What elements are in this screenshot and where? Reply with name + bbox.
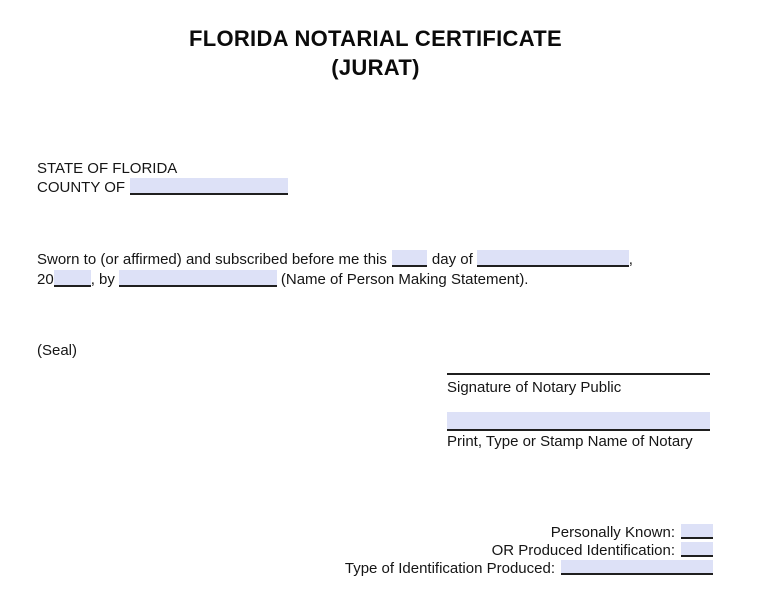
statement-text-by: , by (90, 270, 115, 288)
year-field[interactable] (54, 270, 91, 287)
statement-text-before-day: Sworn to (or affirmed) and subscribed before me this (37, 251, 387, 268)
county-of-label: COUNTY OF (37, 178, 126, 196)
produced-identification-label: OR Produced Identification: (491, 542, 675, 559)
notary-print-name-field[interactable] (447, 412, 710, 431)
produced-identification-field[interactable] (681, 542, 713, 557)
personally-known-field[interactable] (681, 524, 713, 539)
personally-known-line (300, 524, 713, 542)
state-of-florida-text: STATE OF FLORIDA (37, 160, 178, 177)
county-field[interactable] (130, 178, 288, 195)
document-title-line2: (JURAT) (331, 55, 420, 80)
notary-signature-label: Signature of Notary Public (447, 379, 622, 396)
type-identification-field[interactable] (561, 560, 713, 575)
statement-text-year-prefix: 20 (37, 270, 54, 288)
type-identification-line (300, 560, 713, 578)
notary-print-name-label: Print, Type or Stamp Name of Notary (447, 433, 693, 450)
document-title (0, 24, 751, 82)
document-title-line1: FLORIDA NOTARIAL CERTIFICATE (188, 26, 562, 51)
jurat-statement (37, 250, 633, 289)
seal-label: (Seal) (37, 342, 78, 359)
day-field[interactable] (392, 250, 427, 267)
statement-text-day-of: day of (431, 251, 473, 268)
identification-block (300, 524, 713, 578)
type-identification-label: Type of Identification Produced: (344, 560, 555, 577)
notary-signature-line (447, 373, 710, 375)
statement-text-comma: , (628, 251, 633, 268)
produced-identification-line (300, 542, 713, 560)
month-field[interactable] (477, 250, 629, 267)
person-name-field[interactable] (119, 270, 277, 287)
personally-known-label: Personally Known: (550, 524, 675, 541)
statement-text-name-caption: (Name of Person Making Statement). (280, 270, 529, 288)
county-line (37, 178, 288, 197)
venue-block (37, 160, 288, 196)
